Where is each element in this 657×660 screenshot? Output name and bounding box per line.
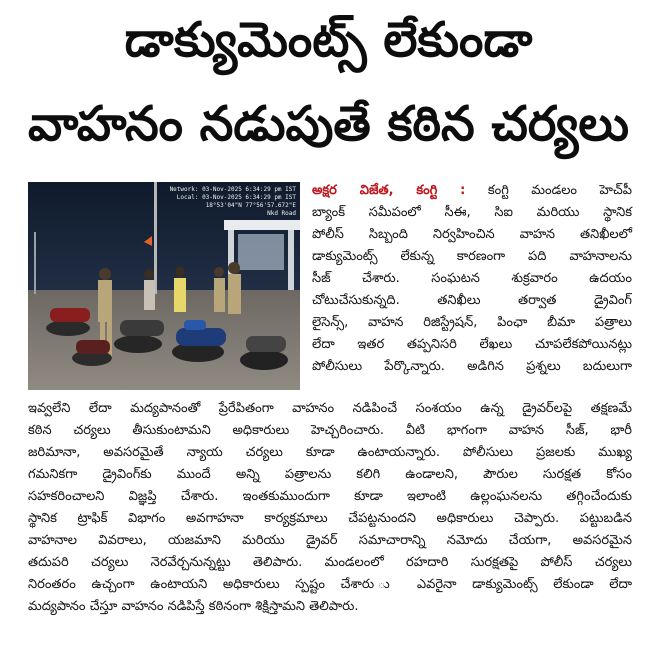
article-line: నిరంతరం ఉచ్చంగా ఉంటాయని అధికారులు స్పష్టం చేశారు ు ఎవరైనా డాక్యుమెంట్స్ లేకుండా లేదా <box>28 577 632 592</box>
article-line: పోలీసులు పేర్కొన్నారు. అడిగిన ప్రశ్నలు బదులుగా <box>312 359 632 374</box>
article-line-text: కంగ్టి మండలం హెచ్‌పీ <box>487 183 632 198</box>
article-line: ఇవ్వలేని లేదా మద్యపానంతో ప్రేరేపితంగా వాహనం నడిపించే సంశయం ఉన్న డ్రైవర్‌లపై తక్షణమే <box>28 401 632 416</box>
byline: అక్షర విజేత, కంగ్టి : <box>312 183 466 198</box>
article-line: డాక్యుమెంట్స్ లేకున్న కారణంగా పది వాహనాలను <box>312 249 632 264</box>
article-line <box>312 180 632 202</box>
article-line: తదుపరి చర్యలు నెరవేర్చనున్నట్టు తెలిపారు. మండలంలో రహదారి సురక్షతపై పోలీస్ చర్యలు <box>28 555 632 570</box>
photo-stamp-line: Nkd Road <box>267 210 296 217</box>
photo-stamp-line: Network: 03-Nov-2025 6:34:29 pm IST <box>169 186 296 193</box>
photo-stamp-line: 18°53'04"N 77°56'57.672"E <box>205 202 296 209</box>
article-line: బ్యాంక్ సమీపంలో సీఈ, సిఐ మరియు స్థానిక <box>312 205 632 220</box>
headline-line-2: వాహనం నడుపుతే కఠిన చర్యలు <box>28 96 629 152</box>
article-line: లేదా ఇతర తప్పనిసరి లేఖలు చూపలేకపోయినట్లు <box>312 337 632 352</box>
article-line: సీజ్ చేశారు. సంఘటన శుక్రవారం ఉదయం <box>312 271 632 286</box>
article-line: కఠిన చర్యలు తీసుకుంటామని అధికారులు హెచ్చరించారు. వీటి భాగంగా వాహన సీజ్, భారీ <box>28 423 632 438</box>
photo-timestamp-overlay <box>170 186 296 218</box>
article-line: లైసెన్స్, వాహన రిజిస్ట్రేషన్, పింఛా బీమా పత్రాలు <box>312 315 632 330</box>
article-line: వాహనాల వివరాలు, యజమాని మరియు డ్రైవర్ సమాచారాన్ని నమోదు చేయగా, అవసరమైన <box>28 533 632 548</box>
article-line: చోటుచేసుకున్నది. తనిఖీలు తర్వాత డ్రైవింగ్ <box>312 293 632 308</box>
article-line: స్థానిక ట్రాఫిక్ విభాగం అవగాహనా కార్యక్రమాలు చేపట్టనుందని అధికారులు చెప్పారు. పట్టుబడిన <box>28 511 632 526</box>
article-line: మద్యపానం చేస్తూ వాహనం నడిపిస్తే కఠినంగా శిక్షిస్తామని తెలిపారు. <box>28 599 359 614</box>
article-line: గమనికగా డ్రైవింగ్‌కు ముందే అన్ని పత్రాలను కలిగి ఉండాలని, పౌరుల సురక్షత కోసం <box>28 467 632 482</box>
article-right-column <box>312 180 632 378</box>
news-photo <box>28 182 300 390</box>
article-line: సహకరించాలని విజ్ఞప్తి చేశారు. ఇంతకుముందుగా కూడా ఇలాంటి ఉల్లంఘనలను తగ్గించేందుకు <box>28 489 632 504</box>
article-line: పోలీస్ సిబ్బంది నిర్వహించిన వాహన తనిఖీలలో <box>312 227 632 242</box>
article-line: జరిమానా, అవసరమైతే న్యాయ చర్యలు కూడా ఉంటాయన్నారు. పోలీసులు ప్రజలకు ముఖ్య <box>28 445 632 460</box>
photo-stamp-line: Local: 03-Nov-2025 6:34:29 pm IST <box>176 194 296 201</box>
article-full-width <box>28 398 632 618</box>
headline-line-1: డాక్యుమెంట్స్ లేకుండా <box>124 12 533 68</box>
